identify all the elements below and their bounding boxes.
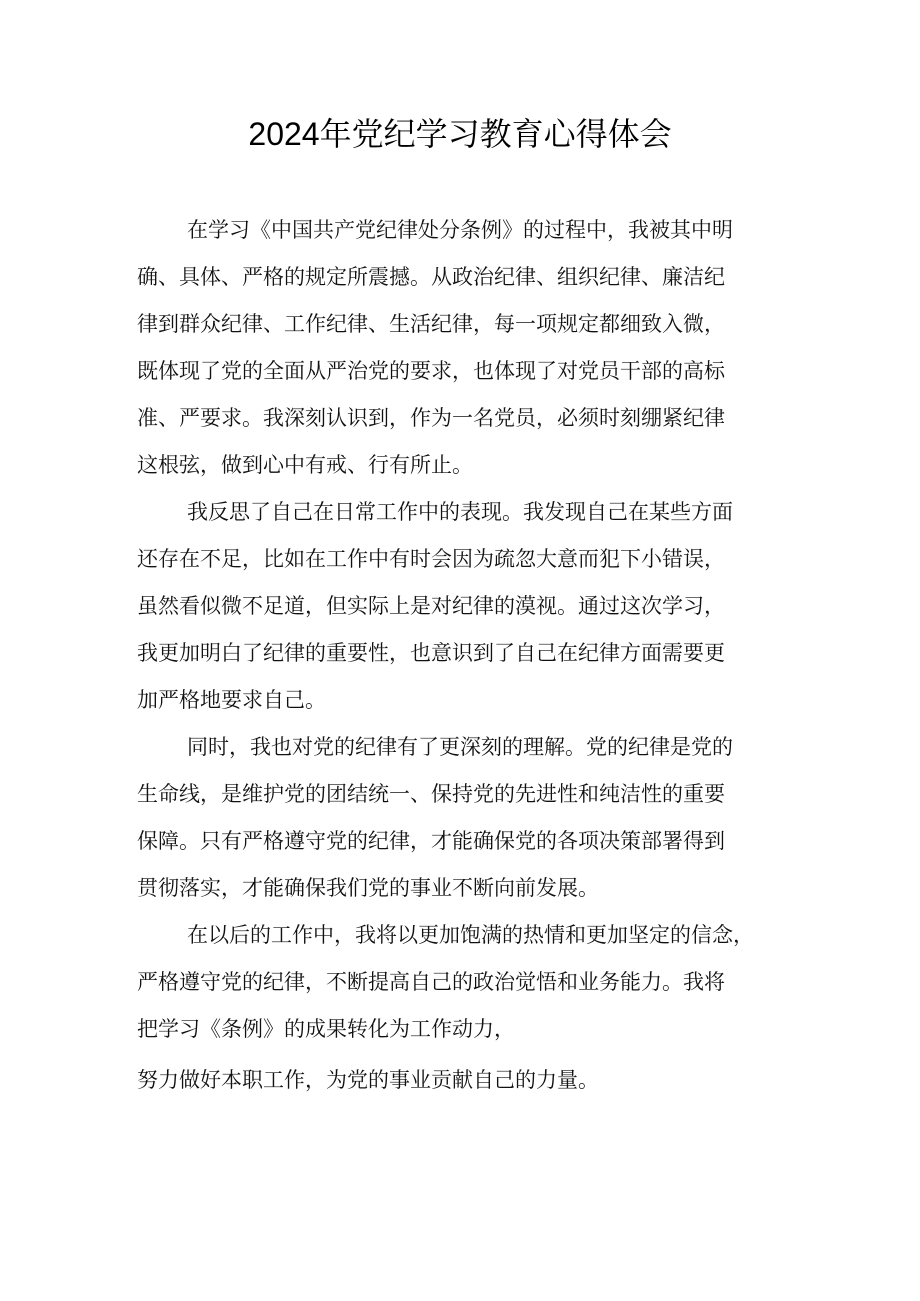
text-line: 还存在不足，比如在工作中有时会因为疏忽大意而犯下小错误， [137, 547, 725, 571]
text-line: 我更加明白了纪律的重要性，也意识到了自己在纪律方面需要更 [137, 641, 725, 665]
document-title: 2024年党纪学习教育心得体会 [248, 116, 672, 152]
text-line: 保障。只有严格遵守党的纪律，才能确保党的各项决策部署得到 [137, 829, 725, 853]
text-line: 加严格地要求自己。 [137, 688, 326, 712]
document-body [137, 207, 797, 1104]
text-line: 在以后的工作中，我将以更加饱满的热情和更加坚定的信念， [187, 923, 754, 947]
text-line: 生命线，是维护党的团结统一、保持党的先进性和纯洁性的重要 [137, 782, 725, 806]
text-line: 把学习《条例》的成果转化为工作动力， [137, 1017, 515, 1041]
text-line: 这根弦，做到心中有戒、行有所止。 [137, 453, 473, 477]
paragraph-3 [137, 724, 797, 912]
text-line: 虽然看似微不足道，但实际上是对纪律的漠视。通过这次学习， [137, 594, 725, 618]
paragraph-5 [137, 1057, 797, 1104]
text-line: 努力做好本职工作，为党的事业贡献自己的力量。 [137, 1068, 599, 1092]
text-line: 既体现了党的全面从严治党的要求，也体现了对党员干部的高标 [137, 359, 725, 383]
paragraph-2 [137, 489, 797, 724]
text-line: 严格遵守党的纪律，不断提高自己的政治觉悟和业务能力。我将 [137, 970, 725, 994]
paragraph-1 [137, 207, 797, 489]
text-line: 我反思了自己在日常工作中的表现。我发现自己在某些方面 [187, 500, 733, 524]
text-line: 在学习《中国共产党纪律处分条例》的过程中，我被其中明 [187, 218, 733, 242]
text-line: 同时，我也对党的纪律有了更深刻的理解。党的纪律是党的 [187, 735, 733, 759]
text-line: 律到群众纪律、工作纪律、生活纪律，每一项规定都细致入微， [137, 312, 725, 336]
text-line: 确、具体、严格的规定所震撼。从政治纪律、组织纪律、廉洁纪 [137, 265, 725, 289]
paragraph-4 [137, 912, 797, 1053]
text-line: 准、严要求。我深刻认识到，作为一名党员，必须时刻绷紧纪律 [137, 406, 725, 430]
text-line: 贯彻落实，才能确保我们党的事业不断向前发展。 [137, 876, 599, 900]
